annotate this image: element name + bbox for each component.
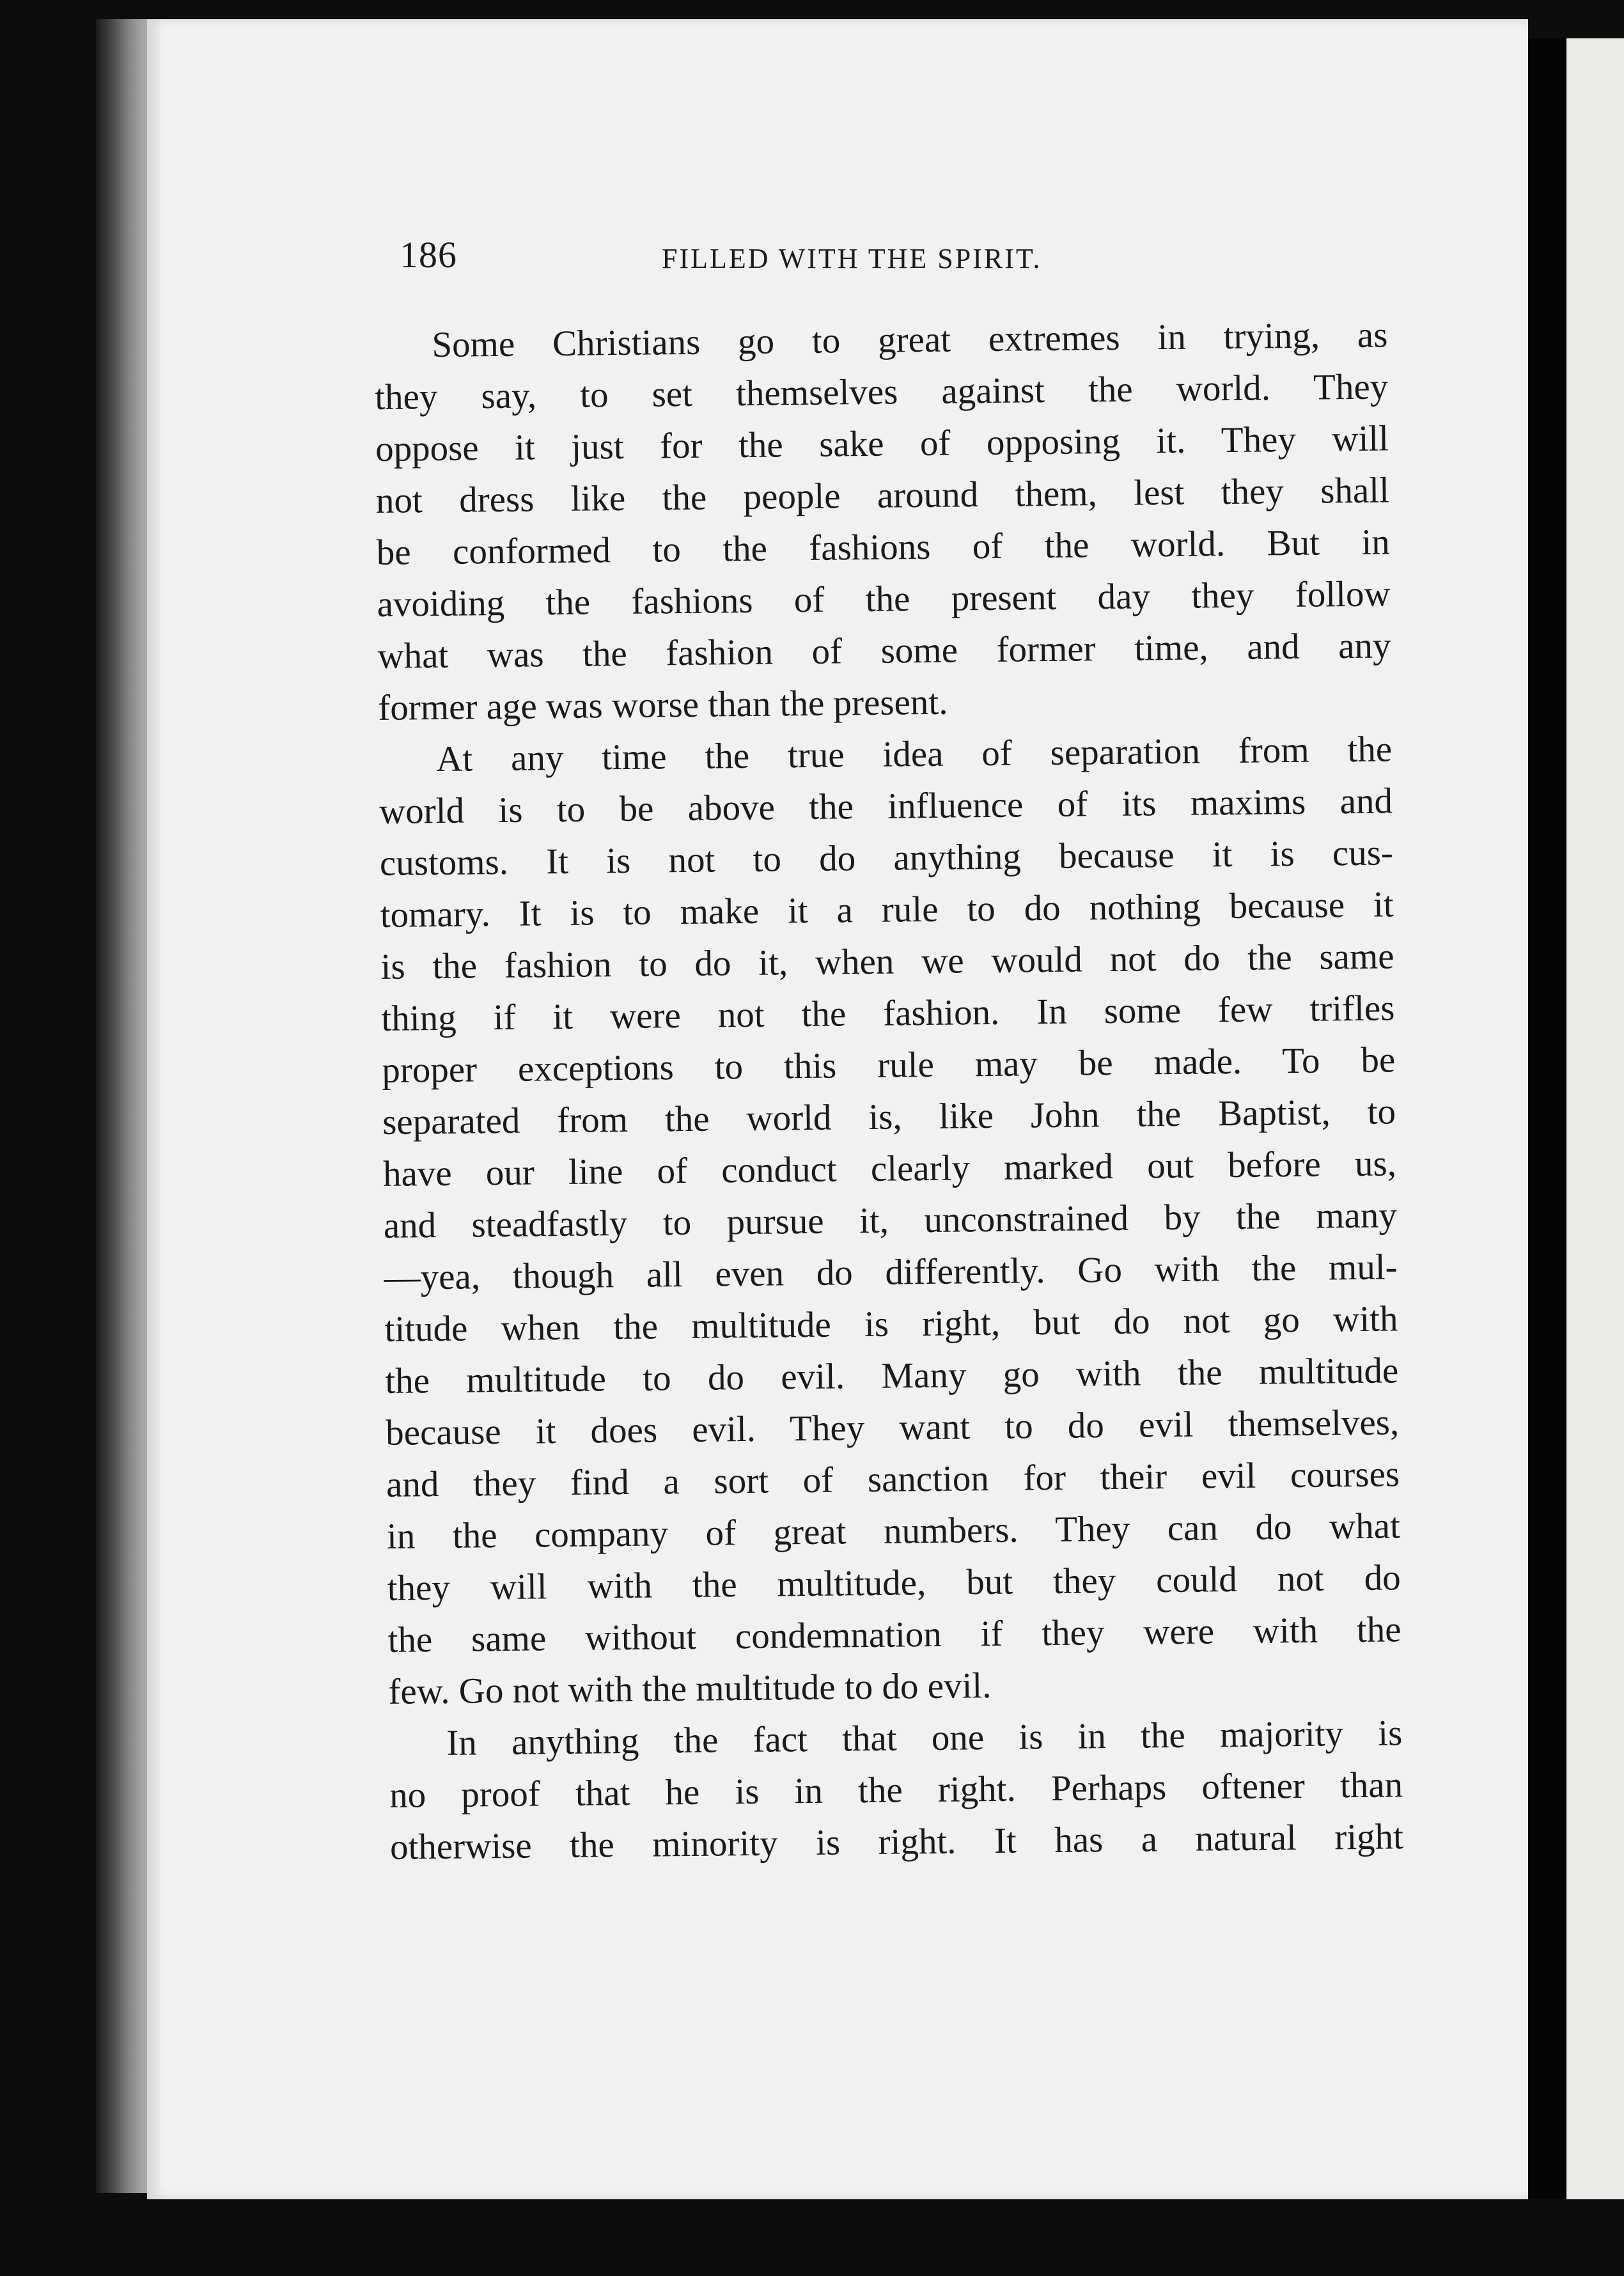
- body-text: [374, 309, 1403, 1873]
- text-line: titude when the multitude is right, but do not go with: [384, 1298, 1398, 1350]
- text-line: tomary. It is to make it a rule to do nothing because it: [380, 884, 1394, 935]
- page-gutter-shadow: [1528, 38, 1566, 2199]
- text-line: world is to be above the influence of its maxims and: [379, 781, 1393, 832]
- running-title: FILLED WITH THE SPIRIT.: [662, 243, 1042, 274]
- text-line: not dress like the people around them, lest they shall: [375, 470, 1390, 521]
- text-line: they will with the multitude, but they could not do: [387, 1557, 1401, 1609]
- text-line: avoiding the fashions of the present day they follow: [377, 573, 1391, 625]
- text-line: customs. It is not to do anything because it is cus-: [379, 832, 1394, 884]
- text-line: former age was worse than the present.: [378, 682, 948, 728]
- text-line: proper exceptions to this rule may be made. To be: [381, 1040, 1396, 1091]
- text-line: in the company of great numbers. They can do what: [386, 1506, 1401, 1557]
- text-line: and steadfastly to pursue it, unconstrained by the many: [383, 1195, 1398, 1246]
- paragraph-1: [374, 309, 1392, 734]
- text-line: because it does evil. They want to do evil themselves,: [385, 1402, 1400, 1453]
- text-line: few. Go not with the multitude to do evil.: [388, 1665, 992, 1712]
- text-line: otherwise the minority is right. It has a natural right: [389, 1816, 1404, 1867]
- paragraph-3: [389, 1707, 1403, 1873]
- text-line: have our line of conduct clearly marked out before us,: [382, 1143, 1397, 1194]
- text-line: separated from the world is, like John the Baptist, to: [382, 1091, 1396, 1142]
- text-line: oppose it just for the sake of opposing it. They will: [375, 418, 1389, 469]
- book-binding-edge: [96, 19, 153, 2193]
- page-header: [400, 233, 1256, 291]
- text-line: no proof that he is in the right. Perhaps oftener than: [389, 1765, 1403, 1816]
- facing-page-edge: [1566, 38, 1624, 2199]
- text-line: is the fashion to do it, when we would not do the same: [380, 936, 1394, 987]
- text-line: and they find a sort of sanction for their evil courses: [386, 1454, 1400, 1505]
- text-line: In anything the fact that one is in the majority is: [446, 1713, 1403, 1763]
- text-line: what was the fashion of some former time, and any: [377, 625, 1391, 676]
- page-number: 186: [400, 234, 457, 276]
- text-line: At any time the true idea of separation from the: [435, 729, 1393, 780]
- text-line: they say, to set themselves against the world. They: [374, 366, 1389, 417]
- text-line: Some Christians go to great extremes in trying, as: [432, 315, 1388, 366]
- text-line: —yea, though all even do differently. Go with the mul-: [384, 1247, 1398, 1298]
- text-line: the multitude to do evil. Many go with the multitude: [385, 1350, 1399, 1401]
- text-line: thing if it were not the fashion. In some few trifles: [381, 988, 1395, 1039]
- text-line: be conformed to the fashions of the world. But in: [376, 522, 1391, 573]
- text-line: the same without condemnation if they were with the: [387, 1609, 1401, 1660]
- paragraph-2: [379, 723, 1402, 1718]
